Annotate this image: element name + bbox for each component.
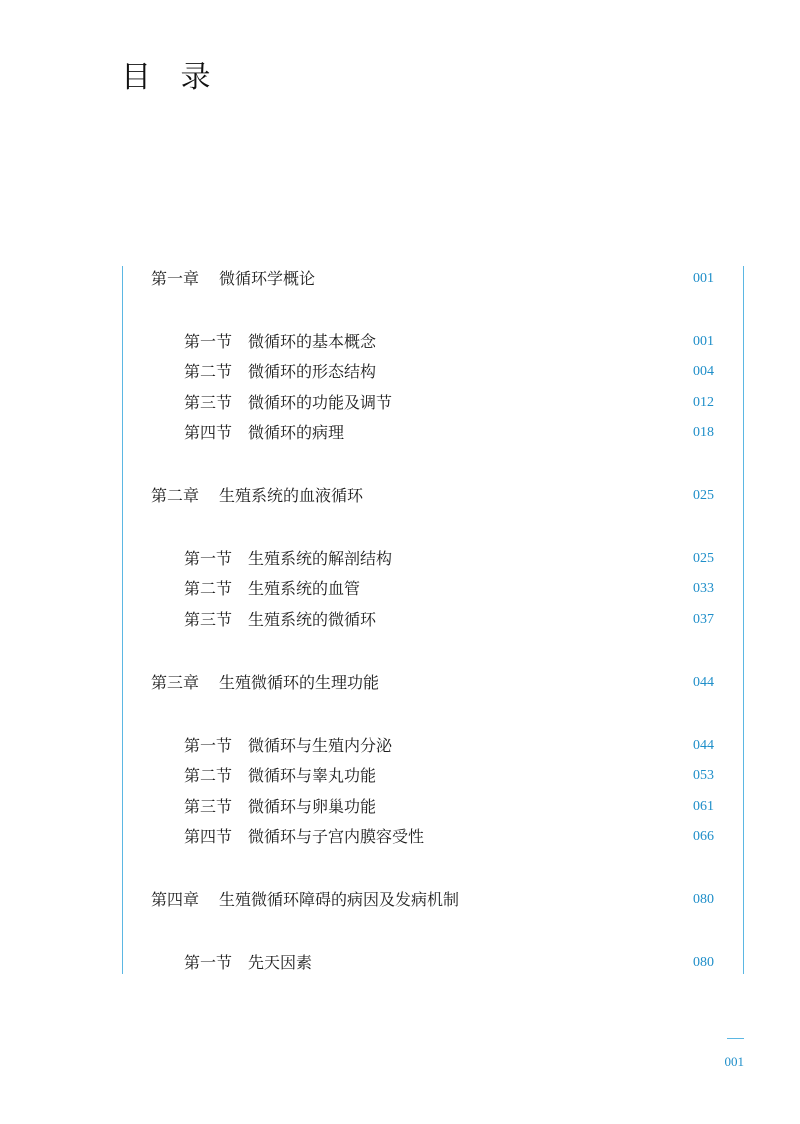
- toc-section-3-4[interactable]: [0, 825, 800, 849]
- toc-entry-title: 生殖系统的解剖结构: [248, 549, 393, 568]
- toc-entry-page: 066: [693, 829, 714, 844]
- toc-entry-page: 080: [693, 892, 714, 907]
- toc-entry-title: 微循环的病理: [248, 423, 345, 442]
- toc-entry-label: 第三节: [184, 610, 233, 629]
- toc-entry-label: 第二章: [151, 486, 200, 505]
- toc-section-1-3[interactable]: [0, 391, 800, 415]
- toc-entry-page: 044: [693, 738, 714, 753]
- toc-entry-title: 微循环与卵巢功能: [248, 797, 377, 816]
- toc-entry-label: 第二节: [184, 362, 233, 381]
- toc-entry-page: 061: [693, 799, 714, 814]
- toc-entry-label: 第四节: [184, 423, 233, 442]
- toc-entry-title: 生殖系统的微循环: [248, 610, 377, 629]
- toc-section-3-2[interactable]: [0, 764, 800, 788]
- toc-entry-title: 微循环的形态结构: [248, 362, 377, 381]
- toc-entry-label: 第三章: [151, 673, 200, 692]
- toc-entry-page: 025: [693, 488, 714, 503]
- toc-section-2-1[interactable]: [0, 547, 800, 571]
- toc-entry-label: 第一章: [151, 269, 200, 288]
- toc-entry-page: 001: [693, 271, 714, 286]
- toc-chapter-1[interactable]: [0, 267, 800, 291]
- toc-entry-page: 053: [693, 768, 714, 783]
- footer-page-number: 001: [724, 1054, 744, 1069]
- toc-entry-label: 第一节: [184, 549, 233, 568]
- toc-entry-title: 微循环的基本概念: [248, 332, 377, 351]
- toc-entry-page: 080: [693, 955, 714, 970]
- toc-section-4-1[interactable]: [0, 951, 800, 975]
- toc-entry-title: 先天因素: [248, 953, 313, 972]
- toc-entry-title: 生殖微循环障碍的病因及发病机制: [219, 890, 460, 909]
- toc-entry-page: 044: [693, 675, 714, 690]
- page-title: 目 录: [121, 60, 221, 95]
- toc-entry-label: 第四章: [151, 890, 200, 909]
- toc-chapter-4[interactable]: [0, 888, 800, 912]
- toc-entry-label: 第四节: [184, 827, 233, 846]
- toc-entry-page: 037: [693, 612, 714, 627]
- toc-section-2-2[interactable]: [0, 577, 800, 601]
- toc-entry-page: 018: [693, 425, 714, 440]
- toc-entry-page: 033: [693, 581, 714, 596]
- toc-entry-page: 001: [693, 334, 714, 349]
- toc-entry-label: 第三节: [184, 393, 233, 412]
- toc-entry-title: 生殖系统的血管: [248, 579, 361, 598]
- toc-entry-title: 微循环与睾丸功能: [248, 766, 377, 785]
- toc-entry-title: 微循环的功能及调节: [248, 393, 393, 412]
- toc-entry-page: 025: [693, 551, 714, 566]
- toc-section-1-2[interactable]: [0, 360, 800, 384]
- toc-entry-label: 第一节: [184, 953, 233, 972]
- toc-entry-title: 生殖系统的血液循环: [219, 486, 364, 505]
- toc-section-1-1[interactable]: [0, 330, 800, 354]
- toc-section-3-1[interactable]: [0, 734, 800, 758]
- toc-entry-title: 微循环与生殖内分泌: [248, 736, 393, 755]
- toc-chapter-2[interactable]: [0, 484, 800, 508]
- footer-rule: [727, 1038, 744, 1039]
- toc-section-3-3[interactable]: [0, 795, 800, 819]
- toc-entry-label: 第二节: [184, 766, 233, 785]
- toc-section-2-3[interactable]: [0, 608, 800, 632]
- toc-entry-page: 004: [693, 364, 714, 379]
- toc-entry-title: 微循环与子宫内膜容受性: [248, 827, 425, 846]
- toc-section-1-4[interactable]: [0, 421, 800, 445]
- toc-chapter-3[interactable]: [0, 671, 800, 695]
- toc-entry-label: 第三节: [184, 797, 233, 816]
- toc-entry-label: 第一节: [184, 736, 233, 755]
- toc-entry-label: 第二节: [184, 579, 233, 598]
- toc-entry-title: 生殖微循环的生理功能: [219, 673, 380, 692]
- toc-entry-label: 第一节: [184, 332, 233, 351]
- toc-entry-title: 微循环学概论: [219, 269, 316, 288]
- toc-entry-page: 012: [693, 395, 714, 410]
